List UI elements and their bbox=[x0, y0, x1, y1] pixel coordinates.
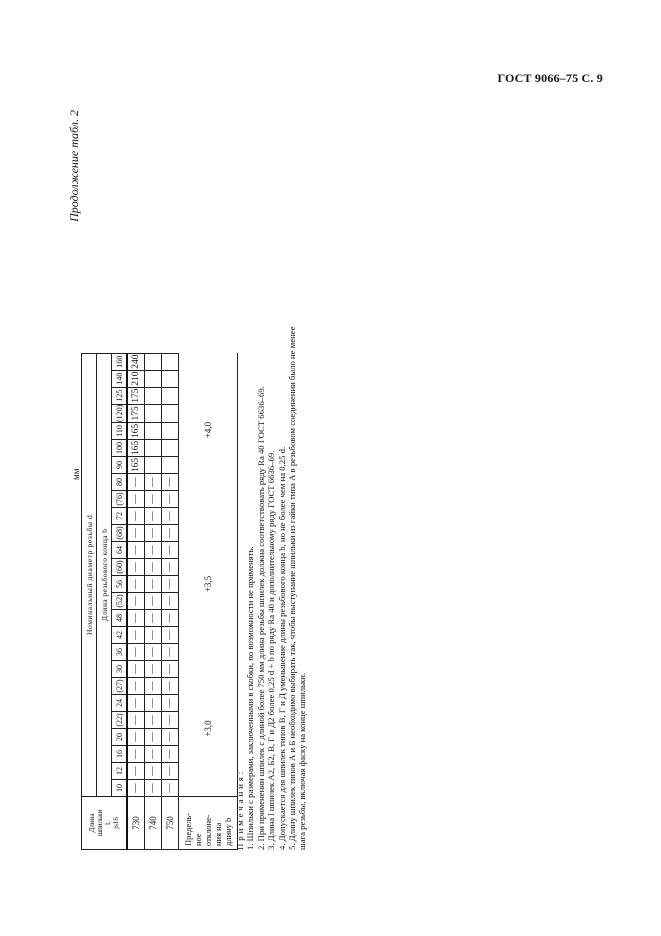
value-cell: — bbox=[127, 780, 145, 797]
value-cell bbox=[162, 457, 179, 474]
value-cell: — bbox=[162, 542, 179, 559]
tolerance-row bbox=[179, 353, 238, 849]
diameter-cell: (22) bbox=[112, 712, 128, 729]
diameter-cell: 64 bbox=[112, 542, 128, 559]
value-cell bbox=[145, 370, 162, 387]
value-cell: — bbox=[127, 593, 145, 610]
value-cell: — bbox=[162, 729, 179, 746]
value-cell: — bbox=[162, 763, 179, 780]
value-cell: — bbox=[162, 559, 179, 576]
tolerance-label: Предель- ное отклоне- ния на длину b bbox=[179, 797, 238, 850]
value-cell: — bbox=[162, 661, 179, 678]
value-cell: — bbox=[127, 763, 145, 780]
value-cell: — bbox=[127, 508, 145, 525]
value-cell: — bbox=[162, 576, 179, 593]
value-cell: — bbox=[145, 763, 162, 780]
value-cell: — bbox=[127, 576, 145, 593]
document-header: ГОСТ 9066–75 С. 9 bbox=[497, 71, 603, 85]
value-cell: — bbox=[145, 712, 162, 729]
diameter-cell: 42 bbox=[112, 627, 128, 644]
value-cell: 165 bbox=[127, 457, 145, 474]
note-item: шага резьбы, включая фаску на конце шпильки. bbox=[297, 672, 308, 850]
value-cell: — bbox=[162, 525, 179, 542]
value-cell: — bbox=[127, 627, 145, 644]
value-cell: 175 bbox=[127, 387, 145, 404]
diameter-cell: 56 bbox=[112, 576, 128, 593]
value-cell: — bbox=[162, 712, 179, 729]
value-cell: — bbox=[145, 559, 162, 576]
value-cell: — bbox=[162, 610, 179, 627]
diameter-cell: (52) bbox=[112, 593, 128, 610]
value-cell: 165 bbox=[127, 423, 145, 440]
value-cell bbox=[162, 353, 179, 370]
value-cell: — bbox=[145, 542, 162, 559]
value-cell: — bbox=[127, 474, 145, 491]
value-cell bbox=[162, 423, 179, 440]
value-cell bbox=[145, 440, 162, 457]
diameter-cell: (60) bbox=[112, 559, 128, 576]
diameter-cell: 48 bbox=[112, 610, 128, 627]
value-cell: — bbox=[162, 695, 179, 712]
value-cell: — bbox=[162, 678, 179, 695]
notes-block bbox=[235, 110, 308, 850]
value-cell bbox=[162, 440, 179, 457]
length-cell: 750 bbox=[162, 797, 179, 850]
value-cell bbox=[145, 423, 162, 440]
note-item: 3. Длина l шпилек А2, Б2, В, Г и Д2 более 0,25 d + b по ряду Ra 40 и дополнительному ряду ГОСТ 6636–69. bbox=[266, 450, 277, 850]
table-row bbox=[145, 353, 162, 849]
table-row bbox=[162, 353, 179, 849]
value-cell: — bbox=[127, 729, 145, 746]
rotated-page-content bbox=[65, 110, 345, 850]
value-cell: — bbox=[162, 593, 179, 610]
diameter-cell: (120) bbox=[112, 404, 128, 422]
length-cell: 740 bbox=[145, 797, 162, 850]
value-cell: — bbox=[145, 474, 162, 491]
diameter-cell: 72 bbox=[112, 508, 128, 525]
value-cell: — bbox=[127, 746, 145, 763]
diameter-cell: 100 bbox=[112, 440, 128, 457]
diameter-cell: 24 bbox=[112, 695, 128, 712]
tolerance-value: +3,0 bbox=[179, 661, 238, 797]
value-cell: — bbox=[127, 712, 145, 729]
diameter-cell: 80 bbox=[112, 474, 128, 491]
value-cell: 210 bbox=[127, 370, 145, 387]
dimensions-table bbox=[81, 353, 238, 850]
value-cell: — bbox=[145, 627, 162, 644]
diameter-cell: 36 bbox=[112, 644, 128, 661]
value-cell: — bbox=[162, 508, 179, 525]
length-cell: 730 bbox=[127, 797, 145, 850]
value-cell: — bbox=[162, 491, 179, 508]
value-cell bbox=[145, 353, 162, 370]
diameter-cell: (68) bbox=[112, 525, 128, 542]
value-cell: — bbox=[145, 729, 162, 746]
value-cell: — bbox=[127, 491, 145, 508]
value-cell: — bbox=[145, 525, 162, 542]
value-cell: — bbox=[145, 508, 162, 525]
value-cell: — bbox=[162, 474, 179, 491]
value-cell: — bbox=[127, 695, 145, 712]
diameter-cell: (27) bbox=[112, 678, 128, 695]
value-cell: — bbox=[162, 780, 179, 797]
value-cell: — bbox=[145, 610, 162, 627]
value-cell: — bbox=[145, 644, 162, 661]
note-item: 5. Длину шпилек типов А и Б необходимо выбирать так, чтобы выступание шпильки из гайки типа А в резьбовом соединении было не менее bbox=[287, 326, 298, 850]
value-cell: — bbox=[145, 695, 162, 712]
diameter-cell: 160 bbox=[112, 353, 128, 370]
tolerance-value: +3,5 bbox=[179, 508, 238, 661]
diameter-cell: 125 bbox=[112, 387, 128, 404]
diameter-cell: 20 bbox=[112, 729, 128, 746]
value-cell bbox=[145, 404, 162, 422]
diameter-cell: 110 bbox=[112, 423, 128, 440]
value-cell bbox=[145, 457, 162, 474]
value-cell: — bbox=[145, 576, 162, 593]
notes-title: Примечания: bbox=[235, 768, 245, 850]
value-cell bbox=[162, 370, 179, 387]
diameter-cell: 10 bbox=[112, 780, 128, 797]
value-cell: 240 bbox=[127, 353, 145, 370]
diameter-header: Номинальный диаметр резьбы d bbox=[82, 353, 97, 796]
value-cell: — bbox=[145, 678, 162, 695]
table-continuation-label: Продолжение табл. 2 bbox=[67, 110, 81, 222]
value-cell: — bbox=[127, 678, 145, 695]
value-cell: — bbox=[145, 661, 162, 678]
value-cell: — bbox=[127, 559, 145, 576]
diameter-row bbox=[112, 353, 128, 849]
diameter-cell: 16 bbox=[112, 746, 128, 763]
value-cell: — bbox=[145, 593, 162, 610]
value-cell: — bbox=[127, 610, 145, 627]
value-cell: — bbox=[145, 746, 162, 763]
value-cell bbox=[145, 387, 162, 404]
diameter-cell: 12 bbox=[112, 763, 128, 780]
note-item: 4. Допускается для шпилек типов В, Г и Д уменьшение длины резьбового конца b, но не более чем на 0,25 d. bbox=[276, 446, 287, 850]
table-row bbox=[127, 353, 145, 849]
diameter-cell: (76) bbox=[112, 491, 128, 508]
value-cell: — bbox=[127, 661, 145, 678]
value-cell: — bbox=[127, 644, 145, 661]
diameter-cell: 30 bbox=[112, 661, 128, 678]
diameter-cell: 90 bbox=[112, 457, 128, 474]
value-cell bbox=[162, 404, 179, 422]
diameter-cell: 140 bbox=[112, 370, 128, 387]
value-cell: — bbox=[127, 542, 145, 559]
value-cell: — bbox=[162, 746, 179, 763]
unit-label: мм bbox=[71, 468, 81, 480]
tolerance-value: +4,0 bbox=[179, 353, 238, 507]
value-cell: — bbox=[145, 780, 162, 797]
value-cell: 165 bbox=[127, 440, 145, 457]
value-cell: 175 bbox=[127, 404, 145, 422]
note-item: 1. Шпильки с размерами, заключенными в скобки, по возможности не применять. bbox=[245, 546, 256, 850]
value-cell: — bbox=[162, 627, 179, 644]
length-header: Длина шпильки l, js16 bbox=[82, 797, 128, 850]
thread-length-header: Длина резьбового конца b bbox=[97, 353, 112, 796]
value-cell: — bbox=[145, 491, 162, 508]
note-item: 2. При применении шпилек с длиной более 750 мм длина резьбы шпилек должна соответствовать ряду Ra 40 ГОСТ 6636–69. bbox=[255, 386, 266, 850]
value-cell: — bbox=[127, 525, 145, 542]
value-cell: — bbox=[162, 644, 179, 661]
value-cell bbox=[162, 387, 179, 404]
